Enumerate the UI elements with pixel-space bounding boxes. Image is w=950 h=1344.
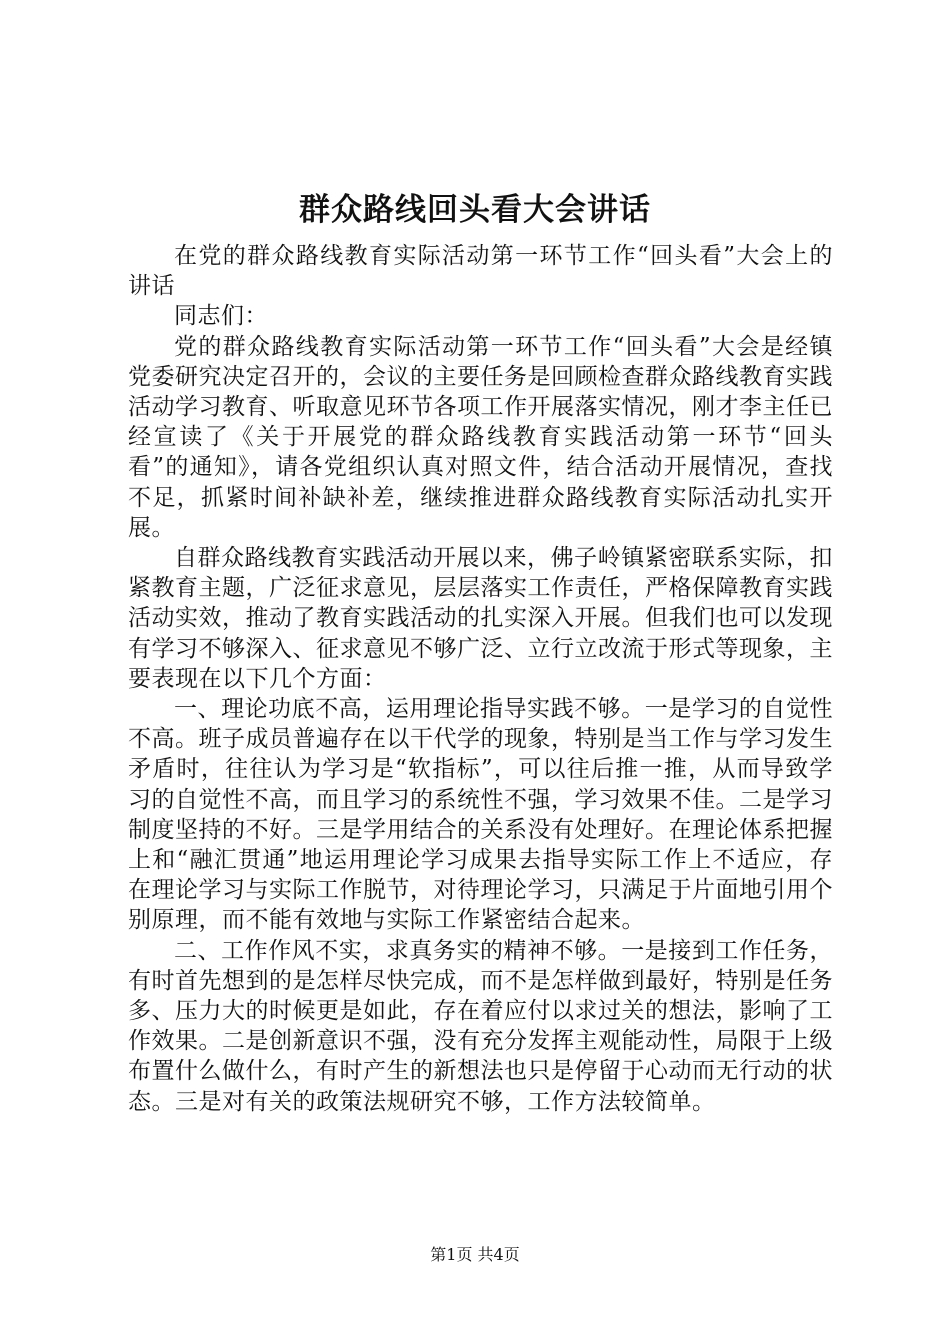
- paragraph-2: 自群众路线教育实践活动开展以来，佛子岭镇紧密联系实际，扣紧教育主题，广泛征求意见，层层落实工作责任，严格保障教育实践活动实效，推动了教育实践活动的扎实深入开展。但我们也可以发现有学习不够深入、征求意见不够广泛、立行立改流于形式等现象，主要表现在以下几个方面：: [128, 545, 833, 692]
- paragraph-subtitle: 在党的群众路线教育实际活动第一环节工作“回头看”大会上的讲话: [128, 243, 833, 300]
- paragraph-3: 一、理论功底不高，运用理论指导实践不够。一是学习的自觉性不高。班子成员普遍存在以干代学的现象，特别是当工作与学习发生矛盾时，往往认为学习是“软指标”，可以往后推一推，从而导致学习的自觉性不高，而且学习的系统性不强，学习效果不佳。二是学习制度坚持的不好。三是学用结合的关系没有处理好。在理论体系把握上和“融汇贯通”地运用理论学习成果去指导实际工作上不适应，存在理论学习与实际工作脱节，对待理论学习，只满足于片面地引用个别原理，而不能有效地与实际工作紧密结合起来。: [128, 696, 833, 934]
- page-number-footer: 第1页 共4页: [430, 1245, 520, 1264]
- paragraph-4: 二、工作作风不实，求真务实的精神不够。一是接到工作任务，有时首先想到的是怎样尽快完成，而不是怎样做到最好，特别是任务多、压力大的时候更是如此，存在着应付以求过关的想法，影响了工作效果。二是创新意识不强，没有充分发挥主观能动性，局限于上级布置什么做什么，有时产生的新想法也只是停留于心动而无行动的状态。三是对有关的政策法规研究不够，工作方法较简单。: [128, 937, 833, 1115]
- document-body: [128, 241, 833, 1117]
- document-title: 群众路线回头看大会讲话: [299, 192, 651, 228]
- paragraph-1: 党的群众路线教育实际活动第一环节工作“回头看”大会是经镇党委研究决定召开的，会议的主要任务是回顾检查群众路线教育实践活动学习教育、听取意见环节各项工作开展落实情况，刚才李主任已经宣读了《关于开展党的群众路线教育实践活动第一环节“回头看”的通知》，请各党组织认真对照文件，结合活动开展情况，查找不足，抓紧时间补缺补差，继续推进群众路线教育实际活动扎实开展。: [128, 333, 833, 541]
- paragraph-salutation: 同志们：: [174, 303, 268, 330]
